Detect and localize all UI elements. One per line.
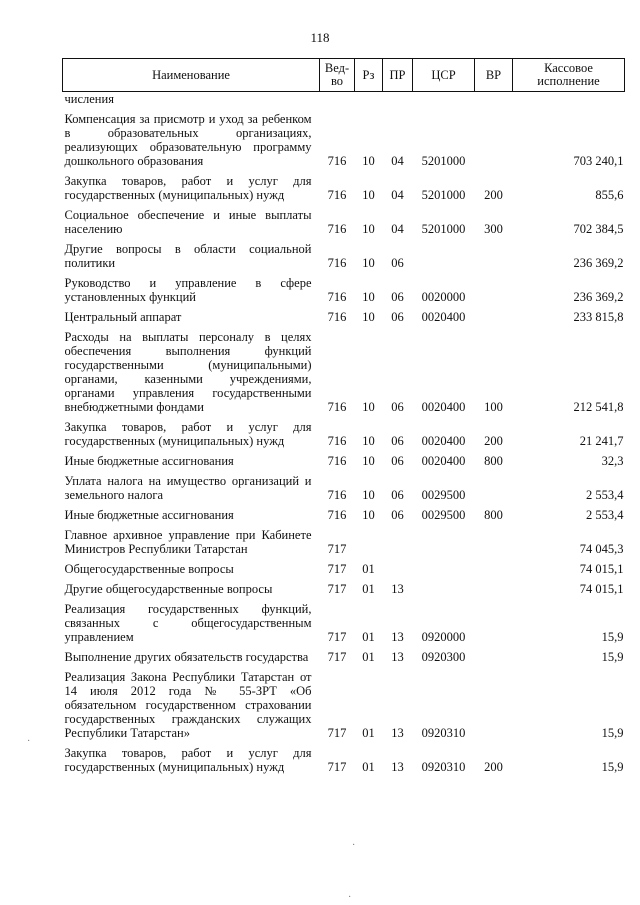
cell-pr xyxy=(383,562,413,576)
cell-name: Другие вопросы в области социальной политики xyxy=(64,242,312,270)
cell-csr: 5201000 xyxy=(421,154,466,168)
cell-pr: 04 xyxy=(391,188,404,202)
cell-ved: 716 xyxy=(327,290,347,304)
cell-vr xyxy=(475,670,513,740)
cell-name: Социальное обеспечение и иные выплаты населению xyxy=(64,208,312,236)
cell-vr: 200 xyxy=(484,760,503,774)
scan-mark: · xyxy=(352,840,356,851)
cell-csr: 0920310 xyxy=(421,726,466,740)
cell-csr: 0020400 xyxy=(421,454,466,468)
cell-pr: 13 xyxy=(391,630,404,644)
cell-csr: 0020400 xyxy=(421,434,466,448)
cell-amount: 15,9 xyxy=(601,650,624,664)
cell-rz: 10 xyxy=(362,188,375,202)
cell-name: Главное архивное управление при Кабинете Министров Республики Татарстан xyxy=(64,528,312,556)
cell-ved: 716 xyxy=(327,222,347,236)
cell-ved: 717 xyxy=(327,760,347,774)
cell-amount: 74 015,1 xyxy=(579,562,624,576)
cell-name: Реализация государственных функций, связанных с общегосударственным управлением xyxy=(64,602,312,644)
table-row xyxy=(63,508,625,522)
table-row xyxy=(63,670,625,740)
cell-rz: 10 xyxy=(362,454,375,468)
cell-name: Выполнение других обязательств государства xyxy=(64,650,309,664)
cell-vr: 200 xyxy=(484,188,503,202)
cell-rz: 01 xyxy=(362,760,375,774)
cell-ved: 716 xyxy=(327,310,347,324)
table-row xyxy=(63,276,625,304)
cell-name: Уплата налога на имущество организаций и земельного налога xyxy=(64,474,312,502)
cell-csr xyxy=(413,92,475,107)
cell-csr xyxy=(413,582,475,596)
cell-name: Закупка товаров, работ и услуг для государственных (муниципальных) нужд xyxy=(64,420,312,448)
cell-csr xyxy=(413,242,475,270)
cell-amount xyxy=(513,92,625,107)
table-row xyxy=(63,310,625,324)
cell-amount: 74 015,1 xyxy=(579,582,624,596)
cell-rz: 10 xyxy=(362,508,375,522)
cell-vr: 100 xyxy=(484,400,503,414)
cell-rz: 10 xyxy=(362,434,375,448)
cell-amount: 236 369,2 xyxy=(573,290,624,304)
cell-rz xyxy=(355,528,383,556)
cell-ved: 716 xyxy=(327,434,347,448)
cell-pr: 13 xyxy=(391,582,404,596)
cell-pr: 06 xyxy=(391,488,404,502)
cell-csr: 0020400 xyxy=(421,400,466,414)
table-row xyxy=(63,746,625,774)
cell-vr xyxy=(475,582,513,596)
header-rz: Рз xyxy=(355,59,383,92)
cell-csr: 5201000 xyxy=(421,188,466,202)
table-row xyxy=(63,650,625,664)
table-header-row xyxy=(63,59,625,92)
table-row xyxy=(63,454,625,468)
cell-amount: 212 541,8 xyxy=(573,400,624,414)
table-row xyxy=(63,112,625,168)
header-ved: Вед- во xyxy=(320,59,355,92)
cell-csr xyxy=(413,528,475,556)
cell-ved: 716 xyxy=(327,188,347,202)
cell-amount: 2 553,4 xyxy=(586,508,624,522)
cell-vr xyxy=(475,92,513,107)
header-name: Наименование xyxy=(63,59,320,92)
cell-name: Руководство и управление в сфере установленных функций xyxy=(64,276,312,304)
cell-rz: 10 xyxy=(362,310,375,324)
cell-amount: 233 815,8 xyxy=(573,310,624,324)
cell-rz xyxy=(355,92,383,107)
cell-ved: 716 xyxy=(327,256,347,270)
table-row xyxy=(63,528,625,556)
table-body xyxy=(63,92,625,775)
cell-name: Центральный аппарат xyxy=(64,310,182,324)
cell-csr: 0020000 xyxy=(421,290,466,304)
header-csr: ЦСР xyxy=(413,59,475,92)
cell-csr: 0920000 xyxy=(421,630,466,644)
cell-vr: 800 xyxy=(484,454,503,468)
cell-pr: 13 xyxy=(391,760,404,774)
cell-amount: 74 045,3 xyxy=(579,542,624,556)
cell-amount: 855,6 xyxy=(595,188,624,202)
table-row xyxy=(63,474,625,502)
cell-vr xyxy=(475,474,513,502)
cell-amount: 15,9 xyxy=(601,760,624,774)
cell-ved: 716 xyxy=(327,488,347,502)
cell-name: Реализация Закона Республики Татарстан от 14 июля 2012 года № 55-ЗРТ «Об обязательном государственном страховании государственных гражданских служащих Республики Татарстан» xyxy=(64,670,312,740)
cell-csr: 0920310 xyxy=(421,760,466,774)
cell-csr: 0920300 xyxy=(421,650,466,664)
cell-vr xyxy=(475,276,513,304)
cell-amount: 21 241,7 xyxy=(579,434,624,448)
cell-name: Закупка товаров, работ и услуг для государственных (муниципальных) нужд xyxy=(64,174,312,202)
cell-ved: 716 xyxy=(327,154,347,168)
table-row xyxy=(63,602,625,644)
cell-pr: 13 xyxy=(391,650,404,664)
budget-execution-table xyxy=(62,58,625,774)
cell-pr: 04 xyxy=(391,222,404,236)
cell-vr xyxy=(475,528,513,556)
cell-rz: 01 xyxy=(362,726,375,740)
cell-vr: 200 xyxy=(484,434,503,448)
cell-amount: 2 553,4 xyxy=(586,488,624,502)
cell-rz: 01 xyxy=(362,582,375,596)
cell-pr xyxy=(383,92,413,107)
cell-vr xyxy=(475,242,513,270)
cell-vr xyxy=(475,112,513,168)
cell-amount: 703 240,1 xyxy=(573,154,624,168)
cell-ved xyxy=(320,92,355,107)
cell-name: Другие общегосударственные вопросы xyxy=(64,582,273,596)
cell-rz: 01 xyxy=(362,562,375,576)
cell-pr xyxy=(383,528,413,556)
cell-pr: 13 xyxy=(391,726,404,740)
cell-rz: 10 xyxy=(362,154,375,168)
cell-pr: 06 xyxy=(391,310,404,324)
table-row xyxy=(63,174,625,202)
cell-rz: 10 xyxy=(362,290,375,304)
cell-csr: 0029500 xyxy=(421,488,466,502)
cell-pr: 06 xyxy=(391,508,404,522)
cell-csr: 0029500 xyxy=(421,508,466,522)
cell-ved: 716 xyxy=(327,400,347,414)
scan-mark: · xyxy=(348,892,352,903)
cell-pr: 06 xyxy=(391,290,404,304)
cell-ved: 716 xyxy=(327,454,347,468)
cell-csr xyxy=(413,562,475,576)
table-row xyxy=(63,242,625,270)
cell-ved: 717 xyxy=(327,582,347,596)
cell-rz: 01 xyxy=(362,650,375,664)
cell-vr: 300 xyxy=(484,222,503,236)
cell-amount: 15,9 xyxy=(601,630,624,644)
page-number: 118 xyxy=(310,30,330,45)
cell-name: Расходы на выплаты персоналу в целях обеспечения выполнения функций государственными (муниципальными) органами, казенными учреждениями, органами управления государственными внебюджетными фондами xyxy=(64,330,312,414)
cell-rz: 01 xyxy=(362,630,375,644)
cell-ved: 716 xyxy=(327,508,347,522)
cell-rz: 10 xyxy=(362,256,375,270)
cell-name: Закупка товаров, работ и услуг для государственных (муниципальных) нужд xyxy=(64,746,312,774)
cell-pr: 06 xyxy=(391,400,404,414)
table-row xyxy=(63,208,625,236)
cell-ved: 717 xyxy=(327,726,347,740)
cell-vr xyxy=(475,650,513,664)
cell-pr: 04 xyxy=(391,154,404,168)
header-vr: ВР xyxy=(475,59,513,92)
cell-amount: 236 369,2 xyxy=(573,256,624,270)
cell-ved: 717 xyxy=(327,542,347,556)
header-pr: ПР xyxy=(383,59,413,92)
cell-name: числения xyxy=(64,92,114,106)
table-row xyxy=(63,330,625,414)
cell-amount: 702 384,5 xyxy=(573,222,624,236)
cell-name: Общегосударственные вопросы xyxy=(64,562,234,576)
cell-rz: 10 xyxy=(362,222,375,236)
cell-csr: 5201000 xyxy=(421,222,466,236)
table-row xyxy=(63,92,625,107)
cell-vr xyxy=(475,602,513,644)
cell-pr: 06 xyxy=(391,256,404,270)
cell-vr: 800 xyxy=(484,508,503,522)
table-row xyxy=(63,562,625,576)
cell-amount: 32,3 xyxy=(601,454,624,468)
cell-vr xyxy=(475,310,513,324)
cell-amount: 15,9 xyxy=(601,726,624,740)
header-amount: Кассовое исполнение xyxy=(513,59,625,92)
cell-name: Иные бюджетные ассигнования xyxy=(64,454,234,468)
cell-name: Иные бюджетные ассигнования xyxy=(64,508,234,522)
cell-pr: 06 xyxy=(391,454,404,468)
cell-rz: 10 xyxy=(362,488,375,502)
table-row xyxy=(63,420,625,448)
cell-rz: 10 xyxy=(362,400,375,414)
table-row xyxy=(63,582,625,596)
cell-vr xyxy=(475,562,513,576)
cell-ved: 717 xyxy=(327,630,347,644)
cell-ved: 717 xyxy=(327,562,347,576)
cell-csr: 0020400 xyxy=(421,310,466,324)
scan-mark: · xyxy=(27,736,31,747)
cell-ved: 717 xyxy=(327,650,347,664)
cell-name: Компенсация за присмотр и уход за ребенком в образовательных организациях, реализующих образовательную программу дошкольного образования xyxy=(64,112,312,168)
cell-pr: 06 xyxy=(391,434,404,448)
